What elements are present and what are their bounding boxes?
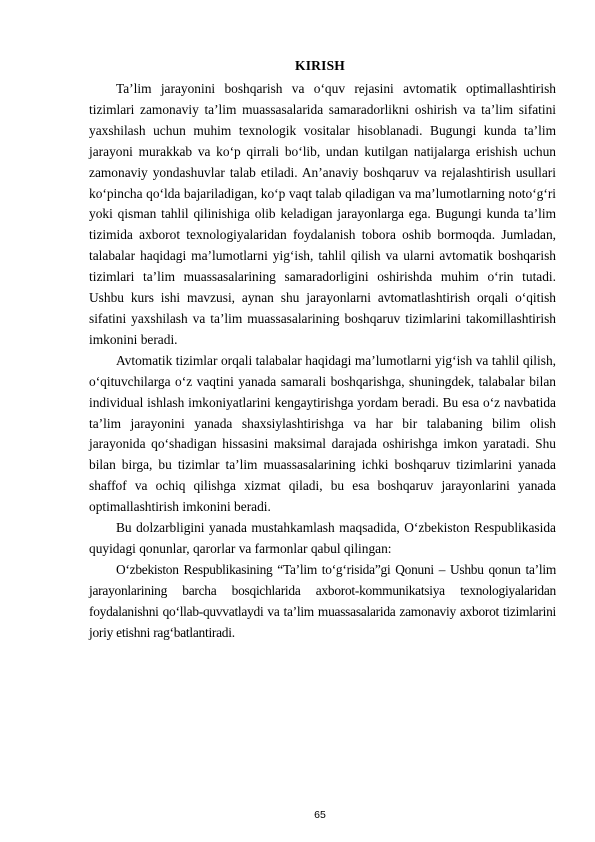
paragraph-automatic-systems: Avtomatik tizimlar orqali talabalar haqidagi ma’lumotlarni yig‘ish va tahlil qilish, o‘qituvchilarga o‘z vaqtini yanada samarali boshqarishga, shuningdek, talabalar bilan individual ishlash imkoniyatlarini kengaytirishga yordam beradi. Bu esa o‘z navbatida ta’lim jarayonini yanada shaxsiylashtirishga va har bir talabaning bilim olish jarayonida qo‘shadigan hissasini maksimal darajada oshirishga imkon yaratadi. Shu bilan birga, bu tizimlar ta’lim muassasalarining ichki boshqaruv tizimlarini yanada shaffof va ochiq qilishga xizmat qiladi, bu esa boshqaruv jarayonlarini yanada optimallashtirish imkonini beradi. bbox=[89, 352, 556, 515]
paragraph-education-law: O‘zbekiston Respublikasining “Ta’lim to‘g‘risida”gi Qonuni – Ushbu qonun ta’lim jarayonlarining barcha bosqichlarida axborot-kommunikatsiya texnologiyalaridan foydalanishni qo‘llab-quvvatlaydi va ta’lim muassasalarida zamonaviy axborot tizimlarini joriy etishni rag‘batlantiradi. bbox=[89, 561, 556, 640]
section-heading: KIRISH bbox=[295, 58, 345, 73]
paragraph-intro: Ta’lim jarayonini boshqarish va o‘quv rejasini avtomatik optimallashtirish tizimlari zamonaviy ta’lim muassasalarida samaradorlikni oshirish va ta’lim sifatini yaxshilash uchun muhim texnologik vositalar hisoblanadi. Bugungi kunda ta’lim jarayoni murakkab va ko‘p qirrali bo‘lib, undan kutilgan natijalarga erishish uchun zamonaviy yondashuvlar talab etiladi. An’anaviy boshqaruv va rejalashtirish usullari ko‘pincha qo‘lda bajariladigan, ko‘p vaqt talab qiladigan va ma’lumotlarning noto‘g‘ri yoki qisman tahlil qilinishiga olib keladigan jarayonlarga ega. Bugungi kunda ta’lim tizimida axborot texnologiyalaridan foydalanish tobora oshib bormoqda. Jumladan, talabalar haqidagi ma’lumotlarni yig‘ish, tahlil qilish va ularni avtomatik boshqarish tizimlari ta’lim muassasalarining samaradorligini oshirishda muhim o‘rin tutadi. Ushbu kurs ishi mavzusi, aynan shu jarayonlarni avtomatlashtirish orqali o‘qitish sifatini yaxshilash va ta’lim muassasalarining boshqaruv tizimlarini takomillashtirish imkonini beradi. bbox=[89, 81, 556, 347]
paragraph-relevance: Bu dolzarbligini yanada mustahkamlash maqsadida, O‘zbekiston Respublikasida quyidagi qonunlar, qarorlar va farmonlar qabul qilingan: bbox=[89, 520, 556, 556]
body-text bbox=[89, 79, 556, 643]
page-number: 65 bbox=[314, 809, 326, 821]
